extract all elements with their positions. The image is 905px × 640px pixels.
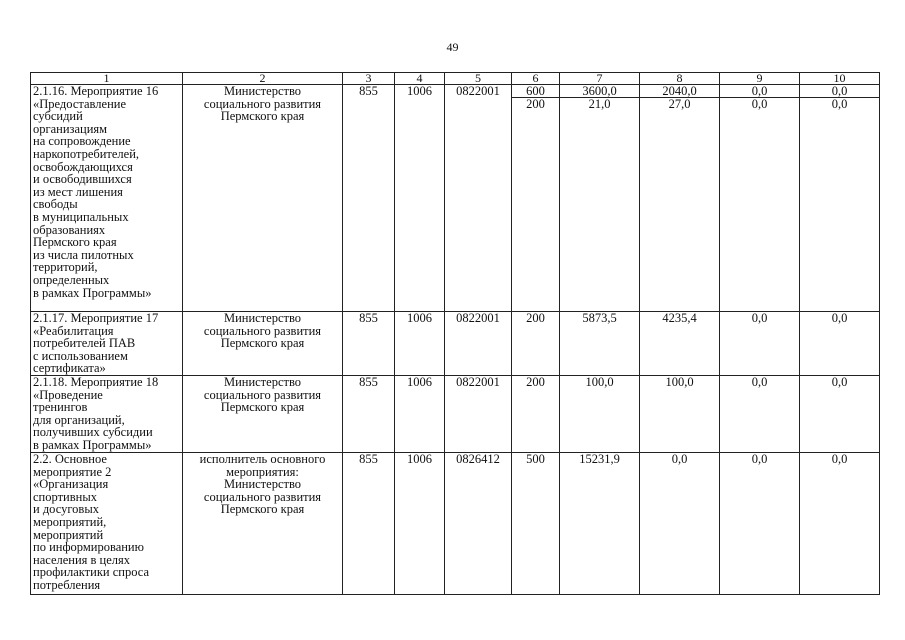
header-cell: 5 (445, 73, 512, 85)
sub-value: 0,0 (831, 97, 848, 111)
amount-col9: 0,0 (720, 376, 800, 453)
sub-value: 200 (526, 97, 545, 111)
code-col5: 0822001 (445, 312, 512, 376)
table-row (31, 376, 880, 453)
header-cell: 3 (343, 73, 395, 85)
code-col3: 855 (343, 312, 395, 376)
header-cell: 7 (560, 73, 640, 85)
sub-value: 0,0 (720, 85, 799, 98)
activity-name: 2.1.16. Мероприятие 16 «Предоставление субсидий организациям на сопровождение наркопотребителей, освобождающихся и освободившихся из мест лишения свободы в муниципальных образованиях Пермского края из числа пилотных территорий, определенных в рамках Программы» (31, 85, 183, 312)
amount-col10: 0,0 (800, 312, 880, 376)
amount-col7: 100,0 (560, 376, 640, 453)
executor: исполнитель основного мероприятия: Министерство социального развития Пермского края (183, 453, 343, 595)
code-col3: 855 (343, 376, 395, 453)
code-col4: 1006 (395, 453, 445, 595)
header-cell: 4 (395, 73, 445, 85)
code-col3: 855 (343, 453, 395, 595)
amount-col10 (800, 85, 880, 312)
header-cell: 10 (800, 73, 880, 85)
code-col5: 0822001 (445, 85, 512, 312)
amount-col7 (560, 85, 640, 312)
code-col6 (512, 85, 560, 312)
code-col4: 1006 (395, 312, 445, 376)
executor: Министерство социального развития Пермского края (183, 85, 343, 312)
code-col5: 0826412 (445, 453, 512, 595)
sub-value: 3600,0 (560, 85, 639, 98)
header-cell: 2 (183, 73, 343, 85)
amount-col10: 0,0 (800, 453, 880, 595)
code-col6: 200 (512, 312, 560, 376)
executor: Министерство социального развития Пермского края (183, 376, 343, 453)
sub-value: 600 (512, 85, 559, 98)
activity-name: 2.1.17. Мероприятие 17 «Реабилитация потребителей ПАВ с использованием сертификата» (31, 312, 183, 376)
amount-col8: 100,0 (640, 376, 720, 453)
sub-value: 2040,0 (640, 85, 719, 98)
code-col6: 200 (512, 376, 560, 453)
table-row (31, 85, 880, 312)
amount-col9 (720, 85, 800, 312)
amount-col8 (640, 85, 720, 312)
activity-name: 2.2. Основное мероприятие 2 «Организация спортивных и досуговых мероприятий, мероприятий по информированию населения в целях профилактики спроса потребления (31, 453, 183, 595)
sub-value: 27,0 (668, 97, 691, 111)
code-col6: 500 (512, 453, 560, 595)
executor: Министерство социального развития Пермского края (183, 312, 343, 376)
budget-table (30, 72, 880, 595)
amount-col10: 0,0 (800, 376, 880, 453)
header-cell: 6 (512, 73, 560, 85)
amount-col7: 5873,5 (560, 312, 640, 376)
table-row (31, 312, 880, 376)
code-col3: 855 (343, 85, 395, 312)
amount-col9: 0,0 (720, 453, 800, 595)
amount-col7: 15231,9 (560, 453, 640, 595)
table-header-row (31, 73, 880, 85)
table-row (31, 453, 880, 595)
code-col4: 1006 (395, 376, 445, 453)
amount-col8: 0,0 (640, 453, 720, 595)
activity-name: 2.1.18. Мероприятие 18 «Проведение тренингов для организаций, получивших субсидии в рамках Программы» (31, 376, 183, 453)
code-col4: 1006 (395, 85, 445, 312)
page-number: 49 (446, 40, 459, 54)
code-col5: 0822001 (445, 376, 512, 453)
sub-value: 0,0 (800, 85, 879, 98)
header-cell: 1 (31, 73, 183, 85)
amount-col8: 4235,4 (640, 312, 720, 376)
header-cell: 9 (720, 73, 800, 85)
sub-value: 21,0 (588, 97, 611, 111)
sub-value: 0,0 (751, 97, 768, 111)
amount-col9: 0,0 (720, 312, 800, 376)
header-cell: 8 (640, 73, 720, 85)
